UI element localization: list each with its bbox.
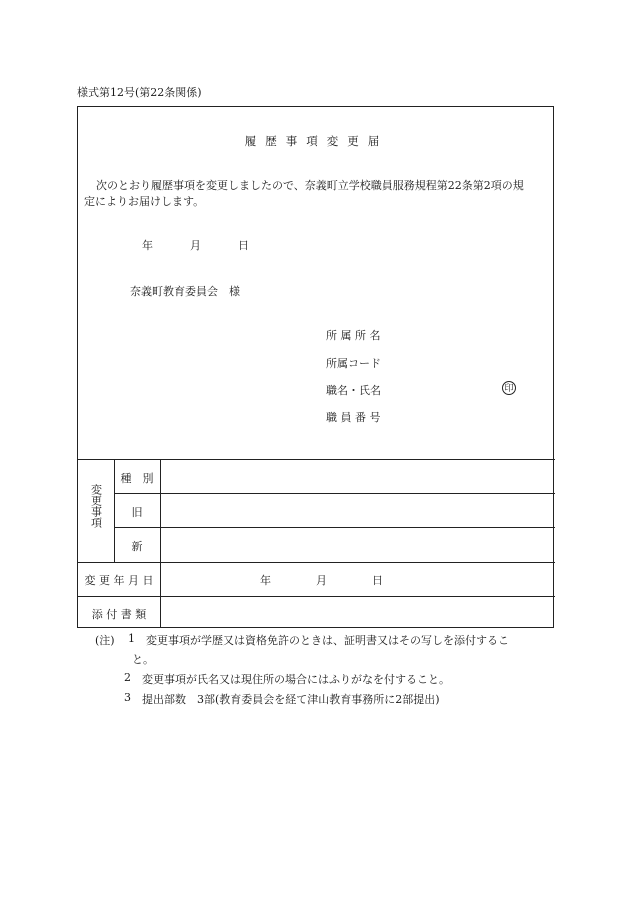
- note-1-line-2: と。: [132, 653, 154, 666]
- date-day-unit: 日: [238, 239, 249, 252]
- form-title: 履歴事項変更届: [244, 134, 389, 148]
- old-row-label: 旧: [131, 506, 143, 519]
- notification-form: [77, 106, 554, 628]
- note-2-number: 2: [124, 671, 131, 684]
- change-date-month-unit: 月: [316, 574, 327, 587]
- row-divider: [114, 527, 555, 528]
- change-date-label: 変 更 年 月 日: [84, 574, 154, 587]
- row-divider: [78, 562, 555, 563]
- change-date-day-unit: 日: [372, 574, 383, 587]
- note-1-line-1: 変更事項が学歴又は資格免許のときは、証明書又はその写しを添付するこ: [146, 634, 509, 647]
- form-number-label: 様式第12号(第22条関係): [77, 86, 202, 99]
- addressee: 奈義町教育委員会 様: [130, 285, 240, 298]
- note-2: 変更事項が氏名又は現住所の場合にはふりがなを付すること。: [142, 673, 450, 686]
- notes-prefix: (注): [95, 634, 115, 647]
- submission-date: [142, 237, 249, 253]
- row-divider: [114, 493, 555, 494]
- column-divider: [160, 459, 161, 628]
- attachments-label: 添 付 書 類: [91, 608, 147, 621]
- note-1-number: 1: [128, 632, 135, 645]
- change-date-year-unit: 年: [260, 574, 271, 587]
- note-3-number: 3: [124, 691, 131, 704]
- date-year-unit: 年: [142, 239, 153, 252]
- row-divider: [78, 596, 555, 597]
- change-items-label: 変更事項: [89, 484, 103, 528]
- title-name-label: 職名・氏名: [326, 384, 381, 397]
- note-3: 提出部数 3部(教育委員会を経て津山教育事務所に2部提出): [142, 693, 440, 706]
- body-text-line-1: 次のとおり履歴事項を変更しましたので、奈義町立学校職員服務規程第22条第2項の規: [96, 179, 524, 192]
- body-text-line-2: 定によりお届けします。: [84, 195, 205, 208]
- seal-icon: 印: [502, 381, 516, 395]
- type-row-label: 種 別: [120, 472, 154, 485]
- table-top-border: [78, 459, 555, 460]
- affiliation-code-label: 所属コード: [326, 357, 381, 370]
- affiliation-label: 所 属 所 名: [326, 329, 381, 342]
- date-month-unit: 月: [190, 239, 201, 252]
- staff-number-label: 職 員 番 号: [326, 411, 381, 424]
- change-date-value: [260, 572, 383, 588]
- new-row-label: 新: [131, 540, 143, 553]
